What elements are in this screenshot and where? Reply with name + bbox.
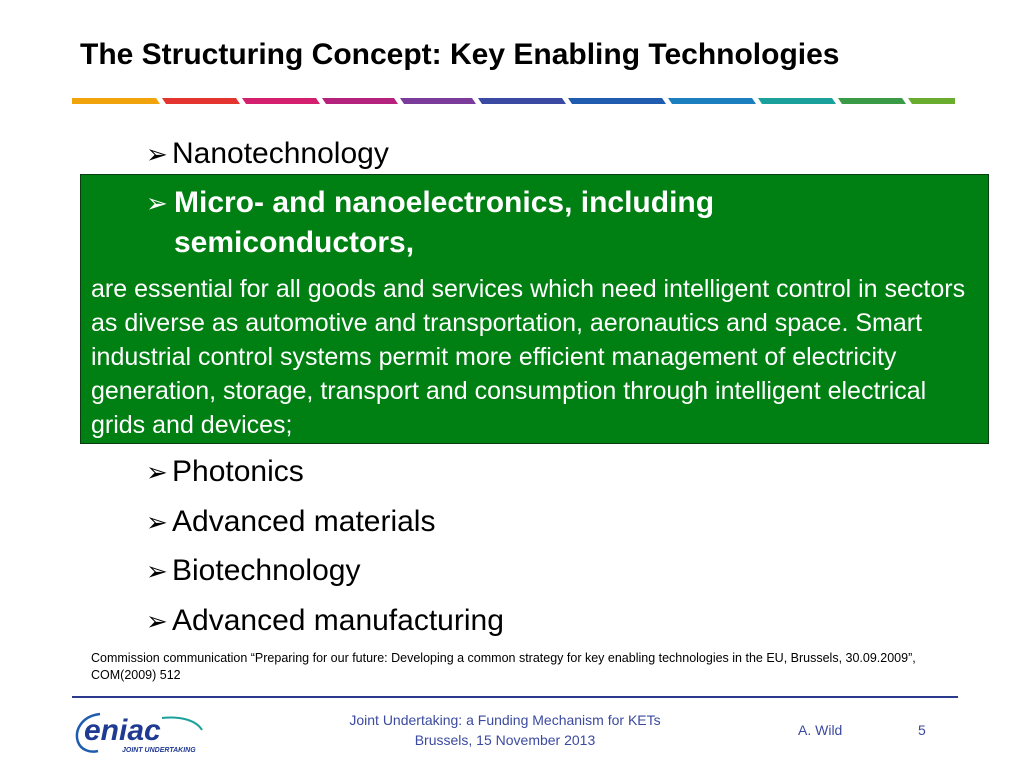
logo-subtext: JOINT UNDERTAKING [122, 747, 196, 754]
footer-rule [72, 696, 958, 698]
logo-text: eniac [84, 714, 161, 747]
bullet-item [146, 601, 504, 641]
slide-title: The Structuring Concept: Key Enabling Technologies [80, 38, 840, 71]
bullet-text: Biotechnology [172, 554, 361, 587]
highlight-paragraph: are essential for all goods and services which need intelligent control in sectors as diverse as automotive and transportation, aeronautics and space. Smart industrial control systems permit more efficient management of electricity generation, storage, transport and consumption through intelligent electrical grids and devices; [91, 275, 966, 439]
bullet-text: Advanced materials [172, 505, 436, 538]
arrow-bullet-icon: ➢ [146, 457, 168, 487]
arrow-bullet-icon: ➢ [146, 139, 168, 169]
title-rule [72, 97, 955, 105]
bullet-text: Advanced manufacturing [172, 604, 504, 637]
bullet-item [146, 452, 304, 492]
bullet-text: Photonics [172, 455, 304, 488]
arrow-bullet-icon: ➢ [146, 606, 168, 636]
highlight-bullet [146, 183, 824, 263]
footer-center [300, 710, 710, 750]
arrow-bullet-icon: ➢ [146, 188, 168, 218]
highlight-box [80, 174, 989, 444]
footer-line-2: Brussels, 15 November 2013 [414, 732, 596, 748]
footer-author: A. Wild [798, 722, 843, 738]
highlight-heading: Micro- and nanoelectronics, including semiconductors, [174, 186, 715, 259]
arrow-bullet-icon: ➢ [146, 507, 168, 537]
bullet-item [146, 502, 435, 542]
citation: Commission communication “Preparing for our future: Developing a common strategy for key enabling technologies in the EU, Brussels, 30.09.2009”, COM(2009) 512 [91, 651, 916, 682]
bullet-item [146, 551, 360, 591]
arrow-bullet-icon: ➢ [146, 556, 168, 586]
bullet-item [146, 134, 389, 174]
bullet-text: Nanotechnology [172, 137, 389, 170]
page-number: 5 [918, 722, 926, 738]
footer-line-1: Joint Undertaking: a Funding Mechanism for KETs [349, 712, 661, 728]
eniac-logo [70, 708, 210, 756]
